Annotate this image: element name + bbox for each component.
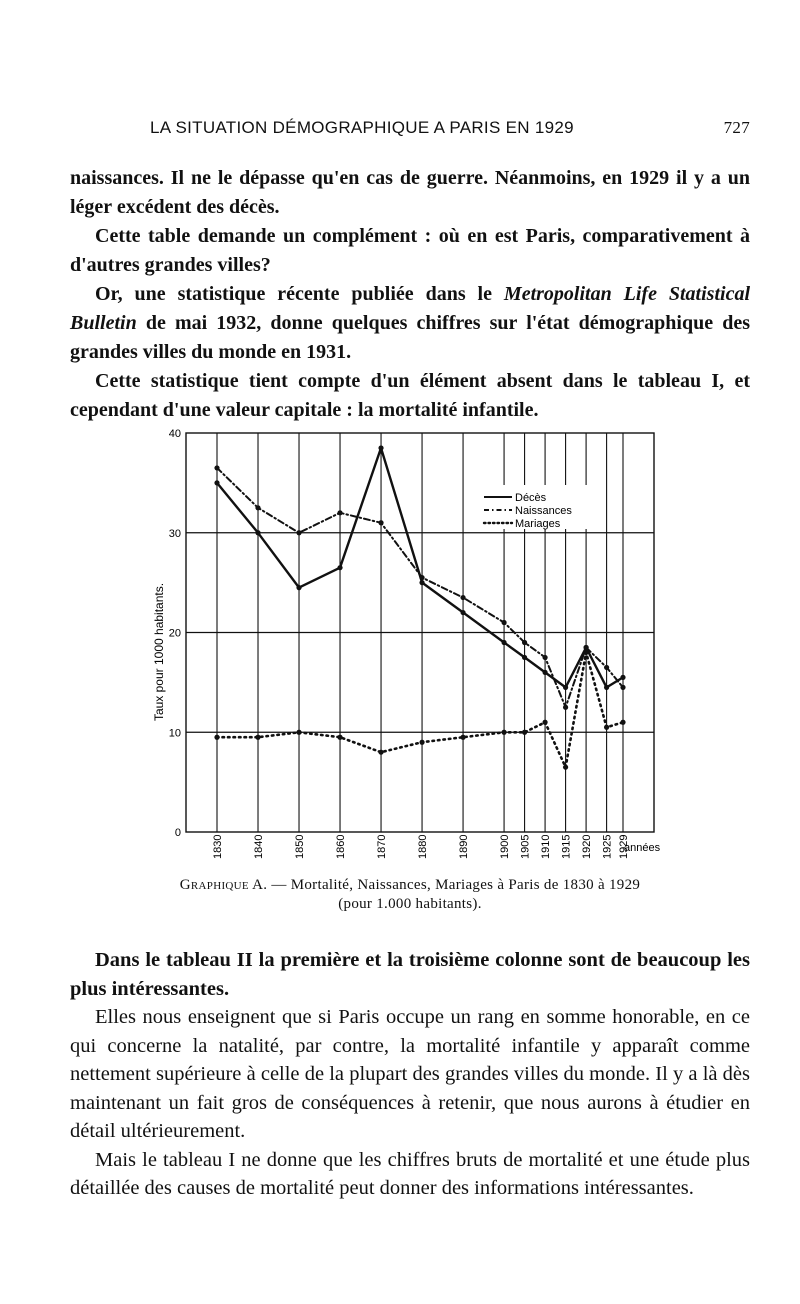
data-point-deces	[296, 585, 301, 590]
x-tick-label: 1920	[581, 834, 594, 859]
y-tick-label: 30	[168, 527, 181, 540]
data-point-naissances	[460, 595, 465, 600]
caption-text: — Mortalité, Naissances, Mariages à Paris de 1830 à 1929	[267, 877, 641, 893]
figure-caption	[100, 876, 720, 914]
data-point-naissances	[563, 705, 568, 710]
legend-label-deces: Décès	[515, 492, 547, 504]
caption-line-1	[100, 876, 720, 895]
data-point-mariages	[337, 735, 342, 740]
paragraph: Cette table demande un complément : où en est Paris, comparativement à d'autres grandes villes?	[70, 225, 750, 276]
data-point-naissances	[620, 685, 625, 690]
x-tick-label: 1890	[458, 834, 471, 859]
paragraph-text: de mai 1932, donne quelques chiffres sur l'état démographique des grandes villes du monde en 1931.	[70, 312, 750, 363]
y-tick-label: 0	[174, 827, 181, 839]
y-axis-label: Taux pour 1000 habitants.	[152, 582, 166, 722]
x-tick-label: 1830	[212, 834, 224, 859]
y-tick-label: 10	[168, 727, 181, 740]
data-point-deces	[501, 640, 506, 645]
x-tick-label: 1925	[601, 834, 614, 859]
data-point-deces	[620, 675, 625, 680]
data-point-mariages	[501, 730, 506, 735]
data-point-deces	[542, 670, 547, 675]
data-point-mariages	[419, 740, 424, 745]
data-point-naissances	[522, 640, 527, 645]
data-point-deces	[563, 685, 568, 690]
series-line-deces	[217, 448, 623, 687]
paragraph: Cette statistique tient compte d'un élément absent dans le tableau I, et cependant d'une valeur capitale : la mortalité infantile.	[70, 370, 750, 421]
data-point-mariages	[522, 730, 527, 735]
x-tick-label: 1929	[618, 834, 630, 859]
caption-line-2: (pour 1.000 habitants).	[338, 896, 482, 912]
journal-title: Metropolitan Life Statistical Bulletin	[70, 283, 750, 334]
data-point-deces	[460, 610, 465, 615]
page-number: 727	[723, 118, 750, 137]
data-point-naissances	[604, 665, 609, 670]
paragraph-text: Or, une statistique récente publiée dans le	[95, 283, 504, 305]
x-tick-label: 1870	[376, 834, 389, 859]
data-point-mariages	[542, 720, 547, 725]
data-point-naissances	[378, 520, 383, 525]
caption-label: Graphique A.	[179, 877, 268, 893]
data-point-mariages	[460, 735, 465, 740]
x-tick-label: 1880	[417, 834, 430, 859]
data-point-mariages	[563, 765, 568, 770]
body-text-bottom	[70, 946, 750, 1203]
data-point-mariages	[296, 730, 301, 735]
x-tick-label: 1840	[253, 834, 266, 859]
data-point-naissances	[337, 510, 342, 515]
data-point-naissances	[214, 465, 219, 470]
y-tick-label: 40	[168, 428, 181, 440]
data-point-naissances	[542, 655, 547, 660]
line-chart	[150, 422, 710, 864]
data-point-naissances	[419, 575, 424, 580]
data-point-deces	[214, 480, 219, 485]
x-tick-label: 1860	[335, 834, 348, 859]
data-point-mariages	[255, 735, 260, 740]
data-point-mariages	[378, 750, 383, 755]
data-point-deces	[378, 445, 383, 450]
x-tick-label: 1915	[560, 834, 573, 859]
x-axis-label: années	[624, 842, 661, 854]
data-point-mariages	[604, 725, 609, 730]
data-point-deces	[255, 530, 260, 535]
paragraph: Dans le tableau II la première et la troisième colonne sont de beaucoup les plus intéressantes.	[70, 949, 750, 1000]
y-tick-label: 20	[168, 627, 181, 640]
header-title: LA SITUATION DÉMOGRAPHIQUE A PARIS EN 1929	[150, 118, 574, 137]
data-point-deces	[604, 685, 609, 690]
data-point-naissances	[583, 645, 588, 650]
data-point-naissances	[255, 505, 260, 510]
body-text-top	[70, 164, 750, 425]
data-point-mariages	[620, 720, 625, 725]
x-tick-label: 1900	[499, 834, 512, 859]
data-point-mariages	[583, 650, 588, 655]
data-point-naissances	[296, 530, 301, 535]
x-tick-label: 1910	[540, 834, 553, 859]
data-point-deces	[337, 565, 342, 570]
legend-label-naissances: Naissances	[515, 505, 572, 517]
data-point-deces	[522, 655, 527, 660]
chart-legend	[478, 485, 606, 530]
paragraph	[70, 280, 750, 367]
x-tick-label: 1850	[294, 834, 307, 859]
series-line-mariages	[217, 652, 623, 767]
x-tick-label: 1905	[519, 834, 532, 859]
paragraph: naissances. Il ne le dépasse qu'en cas de guerre. Néanmoins, en 1929 il y a un léger excédent des décès.	[70, 167, 750, 218]
data-point-mariages	[214, 735, 219, 740]
running-header	[150, 118, 750, 144]
legend-label-mariages: Mariages	[515, 518, 561, 530]
paragraph: Mais le tableau I ne donne que les chiffres bruts de mortalité et une étude plus détaillée des causes de mortalité peut donner des informations intéressantes.	[70, 1148, 750, 1199]
data-point-naissances	[501, 620, 506, 625]
paragraph: Elles nous enseignent que si Paris occupe un rang en somme honorable, en ce qui concerne la natalité, par contre, la mortalité infantile y apparaît comme nettement supérieure à celle de la plupart des grandes villes du monde. Il y a là dès maintenant un fait gros de conséquences à retenir, que nous aurons à étudier en détail ultérieurement.	[70, 1006, 750, 1142]
data-point-deces	[419, 580, 424, 585]
